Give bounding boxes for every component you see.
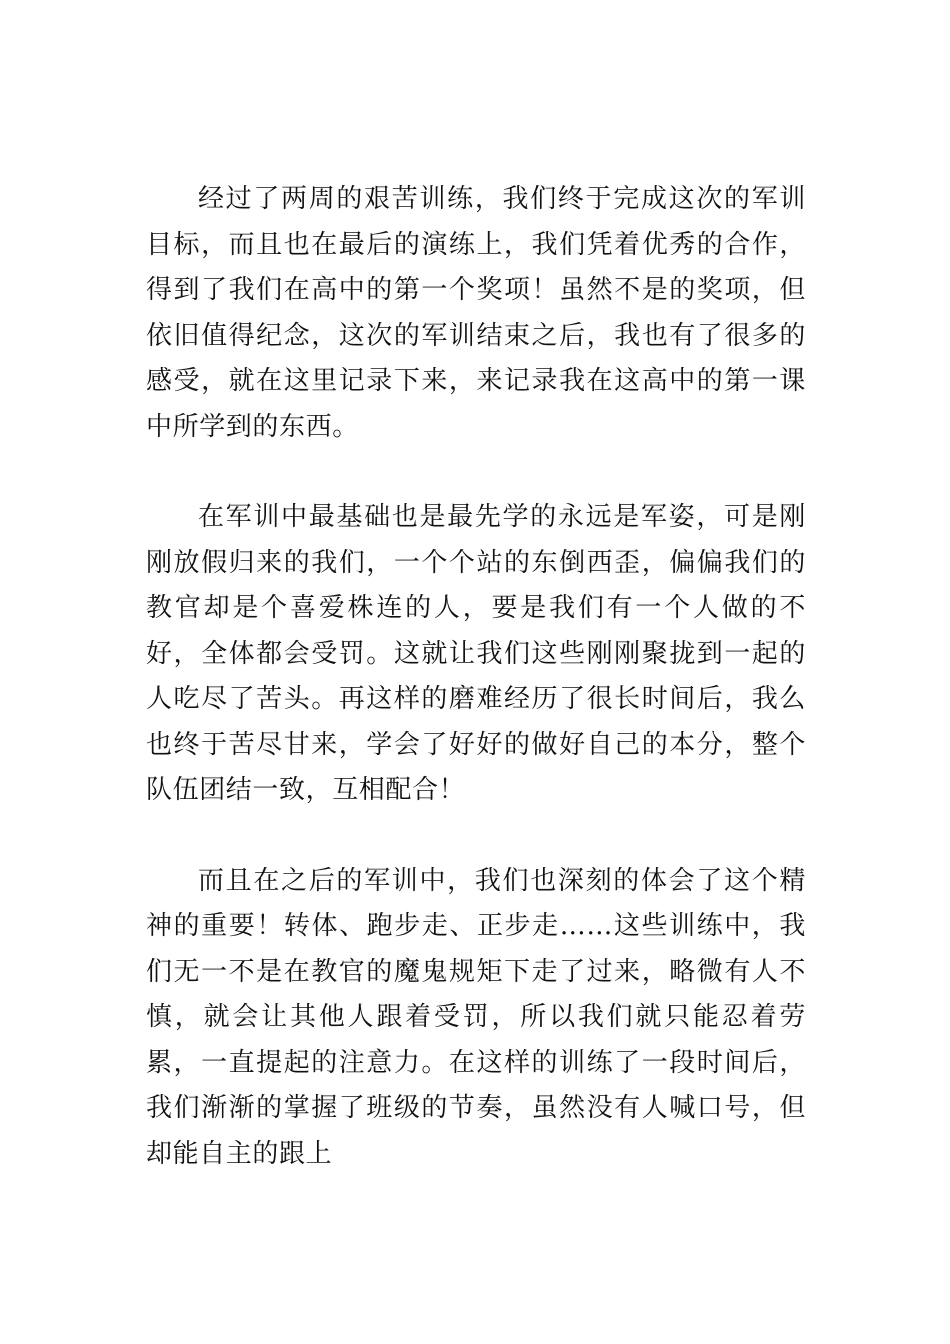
- paragraph-2: 在军训中最基础也是最先学的永远是军姿，可是刚刚放假归来的我们，一个个站的东倒西歪，偏偏我们的教官却是个喜爱株连的人，要是我们有一个人做的不好，全体都会受罚。这就让我们这些刚刚聚拢到一起的人吃尽了苦头。再这样的磨难经历了很长时间后，我么也终于苦尽甘来，学会了好好的做好自己的本分，整个队伍团结一致，互相配合！: [146, 502, 806, 805]
- paragraph-3: 而且在之后的军训中，我们也深刻的体会了这个精神的重要！转体、跑步走、正步走……这些训练中，我们无一不是在教官的魔鬼规矩下走了过来，略微有人不慎，就会让其他人跟着受罚，所以我们就只能忍着劳累，一直提起的注意力。在这样的训练了一段时间后，我们渐渐的掌握了班级的节奏，虽然没有人喊口号，但却能自主的跟上: [146, 865, 806, 1169]
- document-body: [146, 177, 806, 1177]
- paragraph-1: 经过了两周的艰苦训练，我们终于完成这次的军训目标，而且也在最后的演练上，我们凭着优秀的合作，得到了我们在高中的第一个奖项！虽然不是的奖项，但依旧值得纪念，这次的军训结束之后，我也有了很多的感受，就在这里记录下来，来记录我在这高中的第一课中所学到的东西。: [146, 184, 806, 442]
